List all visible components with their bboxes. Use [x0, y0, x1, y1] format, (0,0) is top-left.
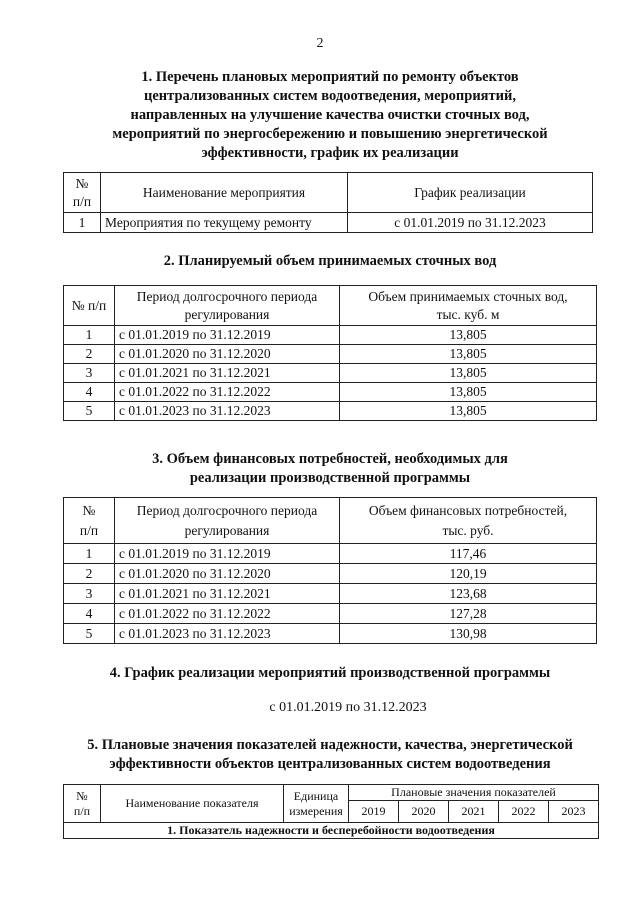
header-schedule: График реализации	[348, 173, 593, 213]
section1-title	[60, 68, 600, 163]
header-num	[64, 785, 101, 823]
cell-period: с 01.01.2023 по 31.12.2023	[115, 624, 340, 644]
section4-title: 4. График реализации мероприятий производственной программы	[109, 665, 551, 681]
header-period-line: регулирования	[184, 522, 270, 538]
cell-period: с 01.01.2020 по 31.12.2020	[115, 564, 340, 584]
header-year: 2023	[548, 801, 598, 823]
header-period	[115, 498, 340, 544]
header-volume-line: Объем финансовых потребностей,	[368, 502, 568, 518]
cell-value: 13,805	[340, 345, 597, 364]
header-num-line: №	[82, 502, 96, 518]
cell-num: 3	[64, 584, 115, 604]
header-planned-values: Плановые значения показателей	[349, 785, 599, 801]
section1-table	[63, 172, 593, 233]
header-num-line: №	[76, 788, 88, 803]
cell-value: 13,805	[340, 383, 597, 402]
table-row	[64, 584, 597, 604]
header-num-line: №	[75, 175, 89, 191]
header-volume	[340, 286, 597, 326]
table-header-row	[64, 173, 593, 213]
cell-value: 13,805	[340, 364, 597, 383]
table-header-row	[64, 286, 597, 326]
cell-value: 127,28	[340, 604, 597, 624]
cell-num: 4	[64, 604, 115, 624]
header-num: № п/п	[64, 286, 115, 326]
section4-period: с 01.01.2019 по 31.12.2023	[269, 700, 427, 715]
table-row	[64, 544, 597, 564]
cell-value: 120,19	[340, 564, 597, 584]
section5-table	[63, 784, 599, 839]
indicator-group-heading: 1. Показатель надежности и бесперебойности водоотведения	[64, 823, 599, 839]
header-period-line: Период долгосрочного периода	[136, 288, 318, 304]
cell-num: 1	[64, 213, 101, 233]
header-unit-line: Единица	[293, 788, 339, 803]
section3-table	[63, 497, 597, 644]
header-year: 2020	[398, 801, 448, 823]
cell-period: с 01.01.2022 по 31.12.2022	[115, 383, 340, 402]
table-row	[64, 823, 599, 839]
cell-num: 1	[64, 544, 115, 564]
cell-value: 130,98	[340, 624, 597, 644]
cell-name: Мероприятия по текущему ремонту	[101, 213, 348, 233]
header-num-line: п/п	[79, 522, 99, 538]
header-volume-line: тыс. куб. м	[436, 306, 500, 322]
cell-num: 3	[64, 364, 115, 383]
section3-title	[60, 450, 600, 488]
header-unit-line: измерения	[289, 803, 343, 818]
header-num-line: п/п	[72, 193, 92, 209]
header-year: 2022	[498, 801, 548, 823]
section1-title-line: эффективности, график их реализации	[201, 145, 459, 161]
section2-table	[63, 285, 597, 421]
header-unit	[284, 785, 349, 823]
cell-period: с 01.01.2023 по 31.12.2023	[115, 402, 340, 421]
header-num	[64, 173, 101, 213]
section2-title: 2. Планируемый объем принимаемых сточных вод	[163, 253, 497, 269]
header-name: Наименование мероприятия	[101, 173, 348, 213]
header-year: 2021	[448, 801, 498, 823]
section3-title-line: 3. Объем финансовых потребностей, необходимых для	[152, 451, 508, 467]
cell-period: с 01.01.2020 по 31.12.2020	[115, 345, 340, 364]
table-row	[64, 364, 597, 383]
header-year: 2019	[349, 801, 399, 823]
cell-num: 4	[64, 383, 115, 402]
header-num	[64, 498, 115, 544]
table-row	[64, 564, 597, 584]
cell-num: 1	[64, 326, 115, 345]
header-period-line: Период долгосрочного периода	[136, 502, 318, 518]
table-row	[64, 402, 597, 421]
cell-period: с 01.01.2021 по 31.12.2021	[115, 584, 340, 604]
section5-title	[30, 736, 630, 774]
header-volume	[340, 498, 597, 544]
table-row	[64, 213, 593, 233]
header-volume-line: Объем принимаемых сточных вод,	[368, 288, 568, 304]
cell-num: 5	[64, 402, 115, 421]
cell-value: 13,805	[340, 326, 597, 345]
cell-period: с 01.01.2021 по 31.12.2021	[115, 364, 340, 383]
table-header-row	[64, 498, 597, 544]
cell-num: 5	[64, 624, 115, 644]
table-row	[64, 326, 597, 345]
section5-title-line: эффективности объектов централизованных систем водоотведения	[109, 756, 551, 772]
header-volume-line: тыс. руб.	[442, 522, 494, 538]
section1-title-line: направленных на улучшение качества очистки сточных вод,	[130, 107, 530, 123]
cell-period: с 01.01.2019 по 31.12.2019	[115, 544, 340, 564]
table-row	[64, 383, 597, 402]
cell-num: 2	[64, 345, 115, 364]
cell-schedule: с 01.01.2019 по 31.12.2023	[348, 213, 593, 233]
section1-title-line: мероприятий по энергосбережению и повышению энергетической	[112, 126, 548, 142]
cell-period: с 01.01.2022 по 31.12.2022	[115, 604, 340, 624]
header-num-line: п/п	[73, 803, 91, 818]
table-header-row	[64, 785, 599, 801]
cell-value: 13,805	[340, 402, 597, 421]
section3-title-line: реализации производственной программы	[189, 470, 471, 486]
section5-title-line: 5. Плановые значения показателей надежности, качества, энергетической	[87, 737, 573, 753]
header-period-line: регулирования	[184, 306, 270, 322]
section1-title-line: 1. Перечень плановых мероприятий по ремонту объектов	[141, 69, 519, 85]
header-period	[115, 286, 340, 326]
table-row	[64, 345, 597, 364]
cell-period: с 01.01.2019 по 31.12.2019	[115, 326, 340, 345]
cell-value: 123,68	[340, 584, 597, 604]
page-number: 2	[316, 36, 324, 51]
header-indicator-name: Наименование показателя	[101, 785, 284, 823]
section1-title-line: централизованных систем водоотведения, мероприятий,	[144, 88, 516, 104]
cell-value: 117,46	[340, 544, 597, 564]
table-row	[64, 624, 597, 644]
table-row	[64, 604, 597, 624]
cell-num: 2	[64, 564, 115, 584]
